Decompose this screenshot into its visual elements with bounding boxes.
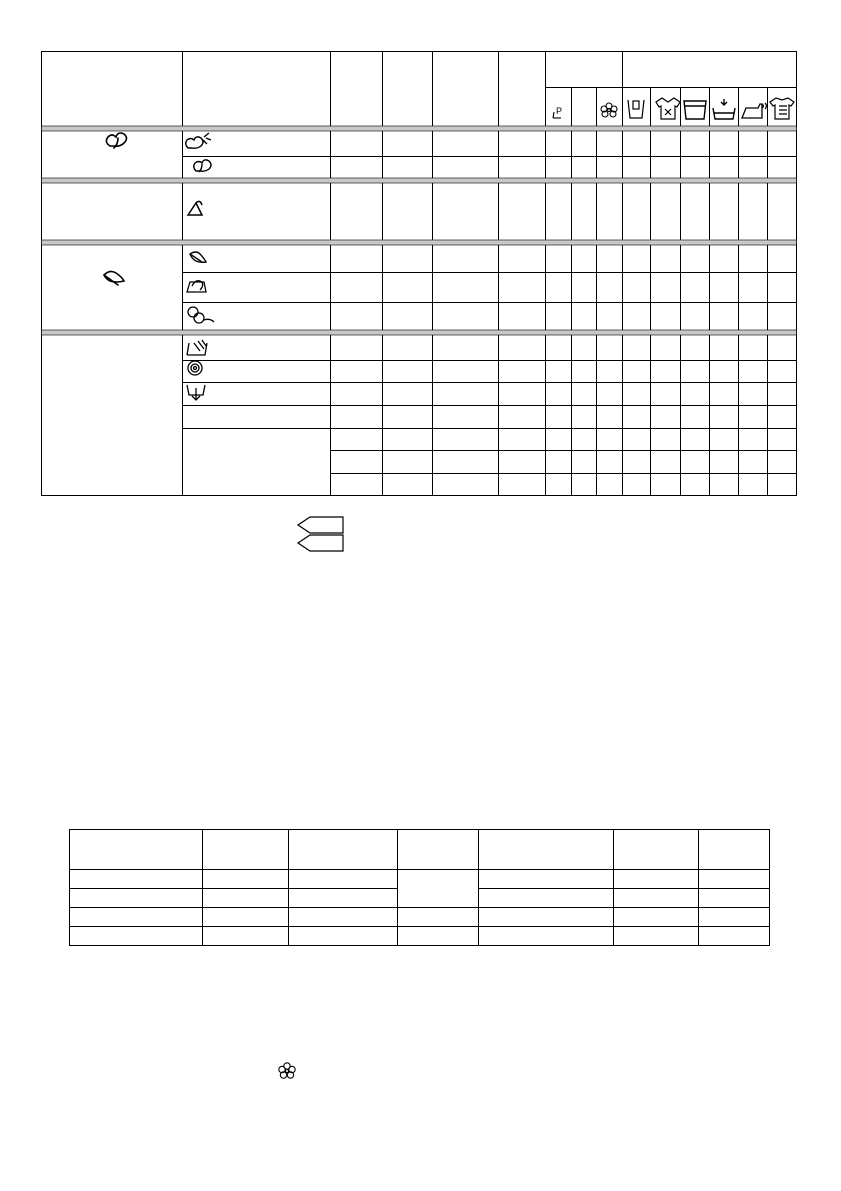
drain-icon-stroke: [192, 388, 200, 400]
consumption-table: [70, 830, 770, 946]
wool-icon-stroke: [194, 313, 204, 323]
basin-icon: [684, 101, 706, 119]
program-table: [42, 52, 797, 496]
delicates-small-icon-stroke: [190, 252, 206, 262]
drain-icon: [187, 385, 205, 400]
wool-icon-stroke: [204, 319, 214, 322]
stain-shirt-icon: [656, 98, 680, 119]
flower-icon: [277, 1061, 297, 1081]
double-arrow-label-icon-stroke: [298, 517, 343, 533]
delicates-small-icon: [190, 252, 206, 262]
stain-shirt-icon-stroke: [656, 98, 680, 119]
double-arrow-label-icon: [298, 517, 343, 551]
prewash-compartment-icon-stroke: [633, 101, 639, 109]
wool-icon: [188, 307, 214, 323]
rinse-icon: [187, 340, 207, 355]
shirt-stack-icon: [770, 98, 794, 119]
cotton-prewash-icon: [186, 133, 211, 148]
separator-synthetic: [42, 240, 797, 245]
basin-fill-icon: [713, 99, 735, 119]
consumption-table-frame: [70, 830, 770, 946]
delicates-icon: [104, 271, 124, 285]
cotton-prewash-icon-stroke: [186, 137, 203, 148]
delicates-icon-stroke: [104, 275, 118, 285]
prewash-compartment-icon: [628, 100, 644, 118]
group-separators: [42, 126, 797, 335]
wool-icon-stroke: [188, 307, 198, 317]
separator-delicates: [42, 330, 797, 335]
handwash-icon: [187, 281, 206, 292]
cotton-small-icon: [194, 160, 211, 172]
spin-icon-stroke: [188, 361, 202, 375]
separator-cotton: [42, 178, 797, 183]
synthetic-icon: [188, 201, 202, 215]
iron-icon-stroke: [742, 104, 762, 118]
basin-icon-stroke: [684, 101, 706, 119]
shirt-stack-icon-stroke: [779, 106, 787, 114]
spin-icon: [188, 361, 202, 375]
softener-option-icon-stroke: [608, 109, 611, 112]
basin-fill-icon-stroke: [721, 99, 727, 105]
softener-option-icon: [601, 103, 617, 117]
rinse-icon-stroke: [194, 340, 206, 351]
prewash-option-icon-stroke: [553, 112, 554, 118]
double-arrow-label-icon-stroke: [298, 535, 343, 551]
synthetic-icon-stroke: [188, 203, 202, 215]
spin-icon-stroke: [194, 367, 197, 370]
separator-header: [42, 126, 797, 131]
spin-icon-stroke: [191, 364, 199, 372]
shirt-stack-icon-stroke: [770, 98, 794, 119]
prewash-option-letter: P: [556, 106, 563, 116]
stain-shirt-icon-stroke: [665, 109, 671, 115]
iron-icon: [742, 103, 767, 118]
iron-icon-stroke: [762, 103, 767, 109]
cotton-icon: [106, 133, 126, 148]
cotton-prewash-icon-stroke: [203, 133, 211, 144]
